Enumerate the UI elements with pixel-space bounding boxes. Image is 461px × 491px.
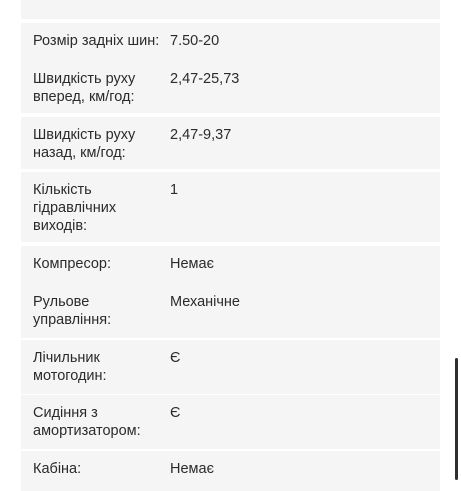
spec-value: Немає [170,461,214,477]
spec-row-compressor [21,246,440,284]
spec-value: Є [170,405,181,421]
spec-label: Лічильник мотогодин: [33,350,107,384]
spec-row-rear-tire-size [21,23,440,61]
spec-label: Рульове управління: [33,294,112,328]
spec-row-forward-speed [21,61,440,113]
spec-value: 2,47-9,37 [170,127,232,143]
spec-row-hour-meter [21,340,440,394]
spec-label: Сидіння з амортизатором: [33,405,141,439]
spec-label: Кабіна: [33,461,82,477]
spec-value: 7.50-20 [170,33,220,49]
spec-row-suspension-seat [21,395,440,449]
scrollbar-thumb[interactable] [455,358,458,480]
spec-value: Є [170,350,181,366]
spec-label: Кількість гідравлічних виходів: [33,182,117,234]
spec-value: Механічне [170,294,240,310]
spec-value: Немає [170,256,214,272]
spec-row-hydraulic-outlets [21,172,440,242]
spec-value: 1 [170,182,179,198]
spec-value: 2,47-25,73 [170,71,240,87]
spec-row-steering [21,284,440,338]
spec-label: Швидкість руху назад, км/год: [33,127,136,161]
spec-row-cabin [21,451,440,491]
spec-label: Розмір задніх шин: [33,33,160,49]
spec-label: Компресор: [33,256,112,272]
spec-row-reverse-speed [21,117,440,169]
spec-label: Швидкість руху вперед, км/год: [33,71,136,105]
spec-row-tire-size [21,0,440,19]
